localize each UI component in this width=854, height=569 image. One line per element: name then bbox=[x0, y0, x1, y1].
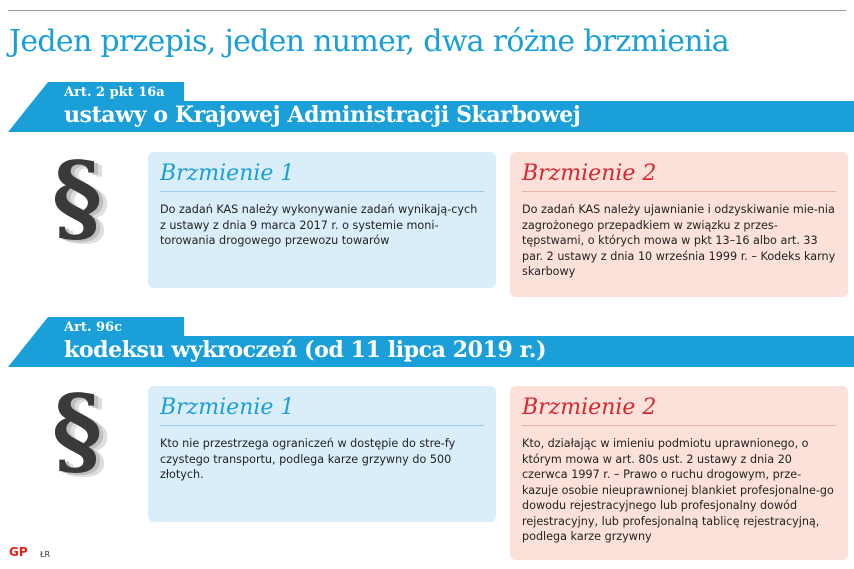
author-credit: ŁR bbox=[40, 550, 51, 559]
version-1-card bbox=[148, 152, 496, 288]
section-banner-2 bbox=[8, 317, 854, 367]
version-heading: Brzmienie 2 bbox=[522, 161, 657, 186]
version-text: Do zadań KAS należy wykonywanie zadań wynikają-cych z ustawy z dnia 9 marca 2017 r. o systemie moni-torowania drogowego przewozu towarów bbox=[160, 203, 478, 247]
paragraph-icon: § bbox=[52, 141, 103, 254]
version-heading: Brzmienie 2 bbox=[522, 395, 657, 420]
heading-rule bbox=[160, 191, 484, 192]
version-2-card bbox=[510, 152, 848, 297]
heading-rule bbox=[522, 425, 836, 426]
version-1-card bbox=[148, 386, 496, 522]
article-reference: Art. 96c bbox=[64, 320, 122, 335]
heading-rule bbox=[160, 425, 484, 426]
version-heading: Brzmienie 1 bbox=[160, 395, 295, 420]
version-2-card bbox=[510, 386, 848, 560]
article-reference: Art. 2 pkt 16a bbox=[64, 85, 165, 100]
paragraph-icon: § bbox=[52, 374, 103, 487]
law-name: ustawy o Krajowej Administracji Skarbowej bbox=[64, 102, 581, 128]
version-text: Kto nie przestrzega ograniczeń w dostępie do stre-fy czystego transportu, podlega karze grzywny do 500 złotych. bbox=[160, 437, 456, 481]
version-text: Do zadań KAS należy ujawnianie i odzyskiwanie mie-nia zagrożonego przepadkiem w związku z przes-tępstwami, o których mowa w pkt 13–16 albo art. 33 par. 2 ustawy z dnia 10 września 1999 r. – Kodeks karny skarbowy bbox=[522, 203, 836, 278]
law-name: kodeksu wykroczeń (od 11 lipca 2019 r.) bbox=[64, 337, 547, 363]
section-banner-1 bbox=[8, 82, 854, 132]
version-heading: Brzmienie 1 bbox=[160, 161, 295, 186]
page-title: Jeden przepis, jeden numer, dwa różne brzmienia bbox=[9, 24, 729, 59]
top-divider bbox=[8, 10, 846, 11]
heading-rule bbox=[522, 191, 836, 192]
version-text: Kto, działając w imieniu podmiotu uprawnionego, o którym mowa w art. 80s ust. 2 ustawy z dnia 20 czerwca 1997 r. – Prawo o ruchu drogowym, prze-kazuje osobie nieuprawnionej blankiet profesjonalne-go dowodu rejestracyjnego lub profesjonalny dowód rejestracyjny, lub profesjonalną tablicę rejestracyjną, podlega karze grzywny bbox=[522, 437, 834, 543]
publisher-logo: GP bbox=[9, 545, 28, 559]
